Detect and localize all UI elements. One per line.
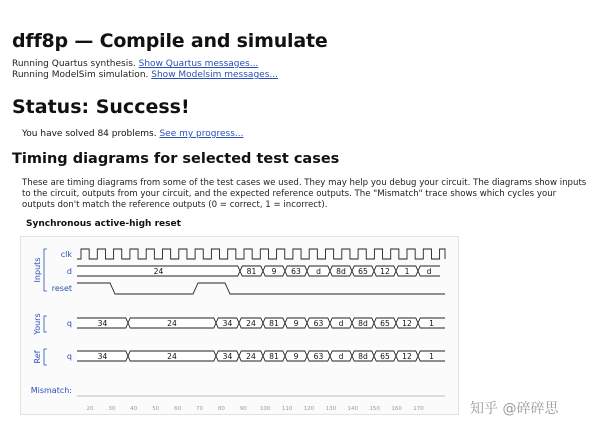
group-label-ref: Ref — [33, 350, 42, 364]
signal-label-q-yours: q — [66, 319, 72, 328]
section-title: Timing diagrams for selected test cases — [12, 151, 340, 167]
time-tick-label: 110 — [281, 406, 293, 412]
q-yours-value: 34 — [97, 318, 108, 328]
q-yours-value: 1 — [429, 318, 434, 328]
q-yours-value: 24 — [167, 318, 177, 328]
q-ref-value: 34 — [222, 351, 233, 361]
d-value: 65 — [358, 266, 368, 276]
signal-label-d: d — [66, 267, 72, 276]
q-yours-value: 34 — [222, 318, 233, 328]
page-title: dff8p — Compile and simulate — [12, 30, 328, 52]
q-ref-value: 24 — [167, 351, 177, 361]
time-tick-label: 50 — [152, 406, 160, 412]
quartus-text: Running Quartus synthesis. — [12, 59, 136, 69]
time-tick-label: 150 — [369, 406, 380, 412]
signal-label-mismatch: Mismatch: — [30, 386, 72, 395]
status-heading: Status: Success! — [12, 96, 190, 118]
d-value: 1 — [404, 266, 410, 276]
q-ref-value: 81 — [269, 351, 279, 361]
d-value: 8d — [336, 266, 346, 276]
q-yours-value: 81 — [269, 318, 279, 328]
d-value: d — [316, 266, 321, 276]
show-modelsim-messages-link[interactable]: Show Modelsim messages... — [151, 70, 278, 80]
time-tick-label: 20 — [86, 406, 94, 412]
signal-label-q-ref: q — [66, 352, 72, 361]
timing-diagram — [20, 236, 460, 420]
group-label-yours: Yours — [33, 313, 42, 335]
show-quartus-messages-link[interactable]: Show Quartus messages... — [138, 59, 259, 69]
time-tick-label: 160 — [391, 406, 402, 412]
d-value: 12 — [380, 266, 390, 276]
q-yours-value: 65 — [380, 318, 390, 328]
q-ref-value: 9 — [293, 351, 299, 361]
signal-label-reset: reset — [51, 284, 72, 293]
time-tick-label: 100 — [259, 406, 271, 412]
time-tick-label: 60 — [174, 406, 182, 412]
q-yours-value: 8d — [358, 318, 368, 328]
q-ref-value: 63 — [313, 351, 324, 361]
q-yours-value: 9 — [293, 318, 299, 328]
q-yours-value: 24 — [246, 318, 256, 328]
see-my-progress-link[interactable]: See my progress... — [159, 129, 244, 139]
time-tick-label: 30 — [108, 406, 116, 412]
time-tick-label: 120 — [303, 406, 315, 412]
modelsim-text: Running ModelSim simulation. — [12, 70, 149, 80]
q-ref-value: 1 — [429, 351, 434, 361]
q-ref-value: 8d — [358, 351, 368, 361]
quartus-line — [12, 59, 258, 69]
q-ref-value: 65 — [380, 351, 390, 361]
q-ref-value: d — [338, 351, 344, 361]
modelsim-line — [12, 70, 278, 80]
q-ref-value: 34 — [97, 351, 108, 361]
d-value: 81 — [246, 266, 257, 276]
time-tick-label: 170 — [413, 406, 424, 412]
q-yours-value: 12 — [402, 318, 412, 328]
watermark: 知乎 @碎碎思 — [470, 401, 559, 417]
signal-label-clk: clk — [60, 250, 72, 259]
solved-line — [22, 129, 243, 139]
d-value: 24 — [153, 266, 164, 276]
group-label-inputs: Inputs — [33, 257, 42, 283]
d-value: d — [426, 266, 432, 276]
time-tick-label: 130 — [325, 406, 337, 412]
time-tick-label: 70 — [196, 406, 203, 412]
q-yours-value: 63 — [313, 318, 324, 328]
time-tick-label: 80 — [217, 406, 225, 412]
time-tick-label: 90 — [239, 406, 247, 412]
d-value: 9 — [271, 266, 277, 276]
q-yours-value: d — [338, 318, 344, 328]
timing-diagram-svg — [20, 236, 460, 416]
solved-text: You have solved 84 problems. — [22, 129, 157, 139]
diagram-description: These are timing diagrams from some of the test cases we used. They may help you debug your circuit. The diagrams show inputs to the circuit, outputs from your circuit, and the expected reference outputs. The "Mismatch" trace shows which cycles your outputs don't match the reference outputs (0 = correct, 1 = incorrect). — [22, 178, 587, 210]
d-value: 63 — [291, 266, 301, 276]
q-ref-value: 24 — [246, 351, 256, 361]
time-tick-label: 40 — [130, 406, 138, 412]
test-case-title: Synchronous active-high reset — [26, 219, 181, 229]
time-tick-label: 140 — [347, 406, 359, 412]
q-ref-value: 12 — [402, 351, 412, 361]
